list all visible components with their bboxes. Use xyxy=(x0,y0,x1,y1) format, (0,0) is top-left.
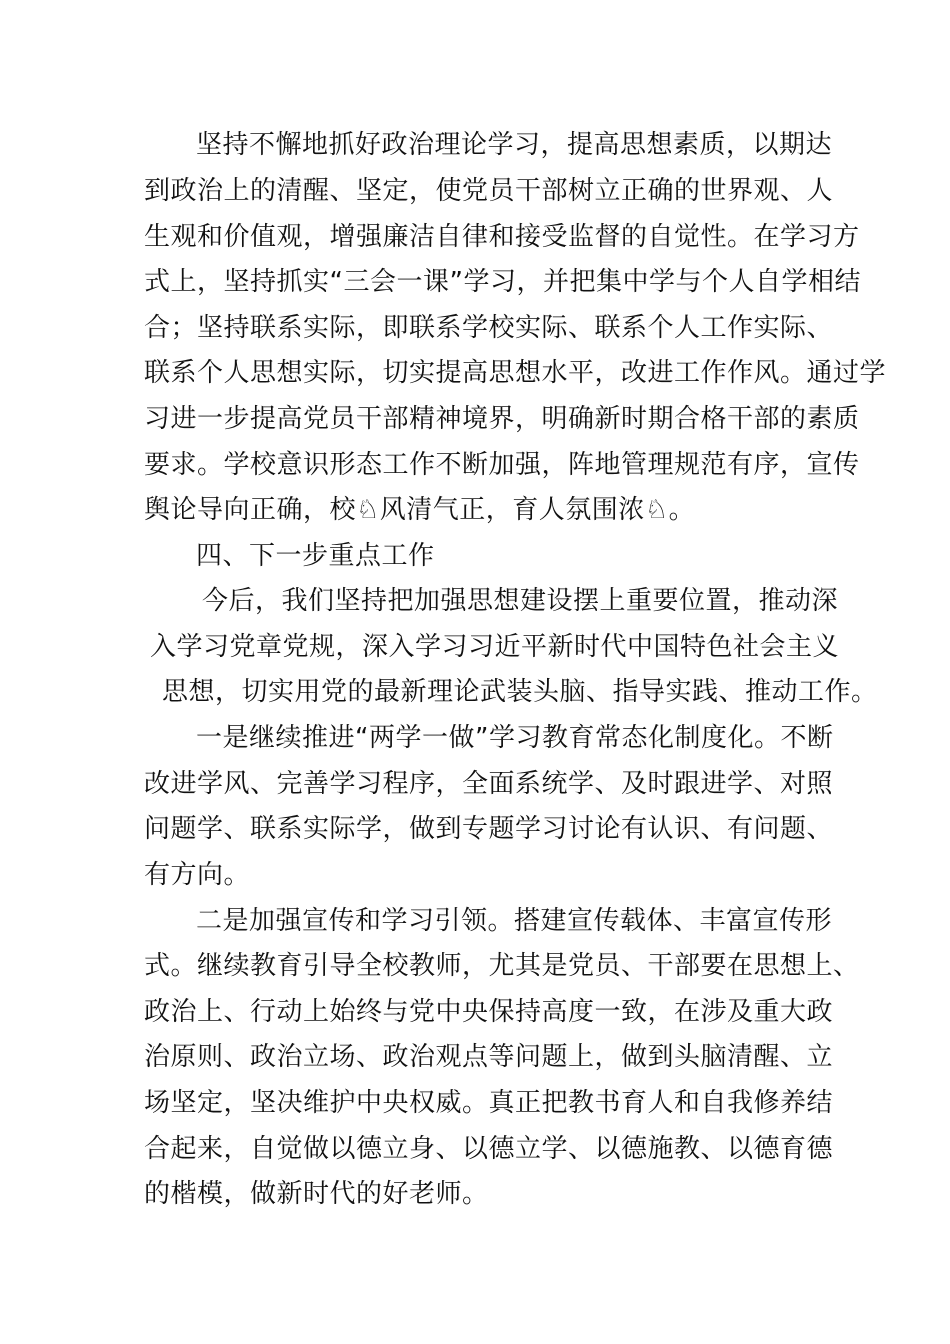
paragraph-4-line-3: 政治上、行动上始终与党中央保持高度一致，在涉及重大政 xyxy=(144,997,834,1027)
paragraph-1-line-9: 舆论导向正确，校♘风清气正，育人氛围浓♘。 xyxy=(144,495,696,525)
paragraph-4-line-6: 合起来，自觉做以德立身、以德立学、以德施教、以德育德 xyxy=(144,1134,834,1164)
paragraph-3-line-4: 有方向。 xyxy=(144,860,251,890)
paragraph-1-line-2: 到政治上的清醒、坚定，使党员干部树立正确的世界观、人 xyxy=(144,176,834,206)
paragraph-4-line-7: 的楷模，做新时代的好老师。 xyxy=(144,1179,489,1209)
section-heading-4: 四、下一步重点工作 xyxy=(196,541,435,571)
paragraph-4-line-5: 场坚定，坚决维护中央权威。真正把教书育人和自我修养结 xyxy=(144,1088,834,1118)
paragraph-3-line-2: 改进学风、完善学习程序，全面系统学、及时跟进学、对照 xyxy=(144,769,834,799)
paragraph-2-line-3: 思想，切实用党的最新理论武装头脑、指导实践、推动工作。 xyxy=(162,677,878,707)
paragraph-4-line-2: 式。继续教育引导全校教师，尤其是党员、干部要在思想上、 xyxy=(144,951,860,981)
paragraph-4-line-1: 二是加强宣传和学习引领。搭建宣传载体、丰富宣传形 xyxy=(196,906,833,936)
paragraph-1-line-5: 合；坚持联系实际，即联系学校实际、联系个人工作实际、 xyxy=(144,313,834,343)
paragraph-2-line-1: 今后，我们坚持把加强思想建设摆上重要位置，推动深 xyxy=(202,586,839,616)
paragraph-1-line-1: 坚持不懈地抓好政治理论学习，提高思想素质，以期达 xyxy=(196,130,833,160)
paragraph-3-line-1: 一是继续推进“两学一做”学习教育常态化制度化。不断 xyxy=(196,723,834,753)
paragraph-1-line-7: 习进一步提高党员干部精神境界，明确新时期合格干部的素质 xyxy=(144,404,860,434)
paragraph-1-line-8: 要求。学校意识形态工作不断加强，阵地管理规范有序，宣传 xyxy=(144,450,860,480)
paragraph-1-line-6: 联系个人思想实际，切实提高思想水平，改进工作作风。通过学 xyxy=(144,358,887,388)
paragraph-1-line-3: 生观和价值观，增强廉洁自律和接受监督的自觉性。在学习方 xyxy=(144,222,860,252)
paragraph-4-line-4: 治原则、政治立场、政治观点等问题上，做到头脑清醒、立 xyxy=(144,1042,834,1072)
paragraph-1-line-4: 式上，坚持抓实“三会一课”学习，并把集中学与个人自学相结 xyxy=(144,267,861,297)
paragraph-2-line-2: 入学习党章党规，深入学习习近平新时代中国特色社会主义 xyxy=(150,632,840,662)
paragraph-3-line-3: 问题学、联系实际学，做到专题学习讨论有认识、有问题、 xyxy=(144,814,834,844)
